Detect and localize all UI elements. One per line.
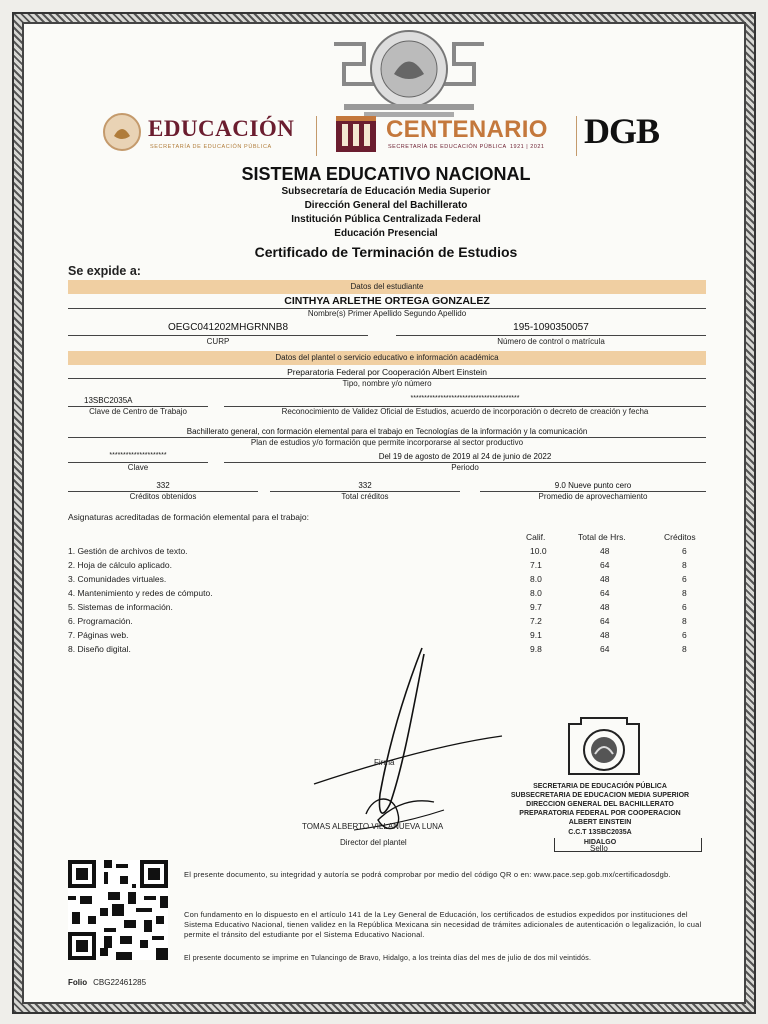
subject-grade: 10.0	[530, 546, 547, 556]
cct-label: Clave de Centro de Trabajo	[89, 407, 187, 416]
list-item	[68, 630, 708, 644]
subject-grade: 7.1	[530, 560, 542, 570]
stamp-line: DIRECCION GENERAL DEL BACHILLERATO	[526, 801, 674, 808]
subject-credits: 6	[682, 630, 687, 640]
subject-name: 5. Sistemas de información.	[68, 602, 173, 612]
list-item	[68, 616, 708, 630]
subject-hours: 48	[600, 546, 610, 556]
modalidad-line: Educación Presencial	[334, 228, 438, 239]
subject-grade: 7.2	[530, 616, 542, 626]
period-value: Del 19 de agosto de 2019 al 24 de junio de 2022	[378, 452, 552, 461]
subject-name: 2. Hoja de cálculo aplicado.	[68, 560, 172, 570]
period-label: Periodo	[451, 463, 479, 472]
subject-grade: 8.0	[530, 574, 542, 584]
seal-bracket	[554, 838, 702, 852]
institucion-line: Institución Pública Centralizada Federal	[291, 214, 481, 225]
subject-credits: 6	[682, 602, 687, 612]
student-band: Datos del estudiante	[68, 280, 706, 294]
subjects-heading: Asignaturas acreditadas de formación elemental para el trabajo:	[68, 512, 309, 522]
folio	[68, 978, 146, 987]
certificate-title: Certificado de Terminación de Estudios	[254, 244, 518, 260]
average-label: Promedio de aprovechamiento	[538, 492, 648, 501]
edu-subtitle: SECRETARÍA DE EDUCACIÓN PÚBLICA	[150, 144, 272, 150]
centenario-subtitle: SECRETARÍA DE EDUCACIÓN PÚBLICA	[388, 144, 507, 150]
school-name: Preparatoria Federal por Cooperación Albert Einstein	[287, 367, 487, 377]
subject-name: 4. Mantenimiento y redes de cómputo.	[68, 588, 213, 598]
rvoe-label: Reconocimiento de Validez Oficial de Estudios, acuerdo de incorporación o decreto de creación y fecha	[281, 407, 649, 416]
subject-grade: 9.7	[530, 602, 542, 612]
list-item	[68, 574, 708, 588]
credits-obtained-label: Créditos obtenidos	[129, 492, 197, 501]
clave-value: *********************	[109, 452, 167, 459]
subject-grade: 9.1	[530, 630, 542, 640]
list-item	[68, 602, 708, 616]
subject-grade: 9.8	[530, 644, 542, 654]
credits-total: 332	[358, 481, 372, 490]
average-value: 9.0 Nueve punto cero	[554, 481, 632, 490]
firma-label: Firma	[374, 758, 395, 767]
cct-value: 13SBC2035A	[84, 396, 133, 405]
edu-title: EDUCACIÓN	[148, 116, 295, 141]
subject-hours: 64	[600, 560, 610, 570]
divider	[316, 116, 317, 156]
control-number-label: Número de control o matrícula	[497, 337, 605, 346]
student-name: CINTHYA ARLETHE ORTEGA GONZALEZ	[284, 295, 490, 307]
col-calif: Calif.	[526, 532, 546, 542]
issue-place-text: El presente documento se imprime en Tulancingo de Bravo, Hidalgo, a los treinta días del mes de julio de dos mil veintidós.	[184, 955, 592, 962]
stamp-line: HIDALGO	[583, 839, 617, 846]
certificate-page	[22, 22, 746, 1004]
folio-number: CBG22461285	[93, 978, 147, 987]
subject-credits: 8	[682, 560, 687, 570]
subject-name: 3. Comunidades virtuales.	[68, 574, 167, 584]
list-item	[68, 546, 708, 560]
stamp-line: SUBSECRETARIA DE EDUCACION MEDIA SUPERIOR	[510, 792, 690, 799]
subsecretaria-line: Subsecretaría de Educación Media Superior	[281, 186, 491, 197]
subject-credits: 8	[682, 588, 687, 598]
sep-logo	[102, 110, 312, 156]
subject-credits: 8	[682, 616, 687, 626]
centenario-logo	[334, 110, 584, 156]
col-hours: Total de Hrs.	[578, 532, 626, 542]
national-emblem-icon	[324, 24, 494, 124]
student-name-label: Nombre(s) Primer Apellido Segundo Apellido	[307, 309, 467, 318]
subject-hours: 64	[600, 588, 610, 598]
centenario-years: 1921 | 2021	[510, 144, 545, 150]
school-name-label: Tipo, nombre y/o número	[342, 379, 432, 388]
subject-name: 7. Páginas web.	[68, 630, 129, 640]
centenario-title: CENTENARIO	[386, 116, 548, 143]
subject-hours: 64	[600, 616, 610, 626]
qr-code-icon[interactable]	[68, 860, 168, 960]
plan-value: Bachillerato general, con formación elemental para el trabajo en Tecnologías de la información y la comunicación	[186, 427, 588, 436]
clave-label: Clave	[127, 463, 149, 472]
curp-label: CURP	[206, 337, 230, 346]
subject-hours: 48	[600, 630, 610, 640]
rule	[68, 335, 368, 336]
subject-credits: 6	[682, 574, 687, 584]
credits-obtained: 332	[156, 481, 170, 490]
subject-hours: 64	[600, 644, 610, 654]
subject-name: 8. Diseño digital.	[68, 644, 131, 654]
rule	[396, 335, 706, 336]
folio-label: Folio	[68, 978, 88, 987]
stamp-line: SECRETARIA DE EDUCACIÓN PÚBLICA	[533, 783, 667, 790]
subject-credits: 8	[682, 644, 687, 654]
signer-role: Director del plantel	[340, 838, 407, 847]
subject-name: 1. Gestión de archivos de texto.	[68, 546, 188, 556]
official-seal-icon	[559, 716, 649, 782]
verification-text: El presente documento, su integridad y autoría se podrá comprobar por medio del código QR o en: www.pace.sep.gob.mx/certificadosdgb.	[184, 870, 671, 879]
curp-value: OEGC041202MHGRNNB8	[167, 322, 289, 333]
subject-grade: 8.0	[530, 588, 542, 598]
col-credits: Créditos	[664, 532, 696, 542]
se-expide-label: Se expide a:	[68, 264, 141, 278]
building-icon	[334, 112, 378, 154]
subject-hours: 48	[600, 602, 610, 612]
sello-label: Sello	[590, 844, 608, 853]
signer-name: TOMAS ALBERTO VILLANUEVA LUNA	[302, 822, 444, 831]
dgb-logo: DGB	[584, 111, 660, 151]
credits-total-label: Total créditos	[341, 492, 389, 501]
subject-name: 6. Programación.	[68, 616, 133, 626]
subject-credits: 6	[682, 546, 687, 556]
subject-hours: 48	[600, 574, 610, 584]
stamp-line: PREPARATORIA FEDERAL POR COOPERACION	[519, 810, 681, 817]
direccion-line: Dirección General del Bachillerato	[304, 200, 468, 211]
divider	[576, 116, 577, 156]
eagle-seal-icon	[102, 112, 142, 152]
list-item	[68, 560, 708, 574]
list-item	[68, 588, 708, 602]
stamp-line: C.C.T 13SBC2035A	[568, 829, 632, 836]
stamp-line: ALBERT EINSTEIN	[568, 819, 632, 826]
plan-label: Plan de estudios y/o formación que permite incorporarse al sector productivo	[250, 438, 524, 447]
legal-text: Con fundamento en lo dispuesto en el artículo 141 de la Ley General de Educación, los certificados de estudios expedidos por instituciones del Sistema Educativo Nacional, tienen validez en la República Mexicana sin necesidad de trámites adicionales de autenticación o legalización, lo cual permite el tránsito del estudiante por el Sistema Educativo Nacional.	[184, 910, 702, 939]
rvoe-value: ****************************************	[410, 395, 520, 402]
system-title: SISTEMA EDUCATIVO NACIONAL	[241, 164, 531, 184]
school-band: Datos del plantel o servicio educativo e información académica	[68, 351, 706, 365]
control-number: 195-1090350057	[513, 322, 589, 333]
